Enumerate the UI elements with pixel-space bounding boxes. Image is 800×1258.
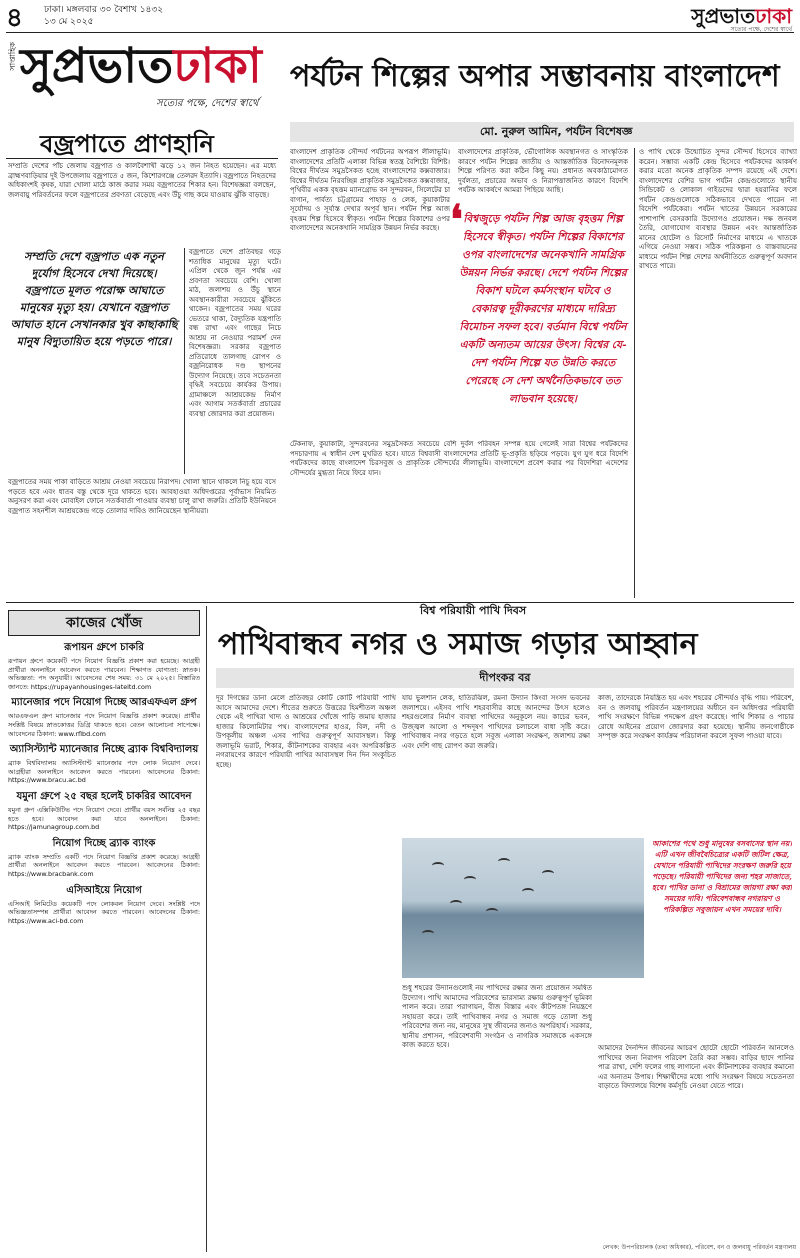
job-title: ম্যানেজার পদে নিয়োগ দিচ্ছে আরএফএল গ্রুপ bbox=[11, 697, 197, 709]
masthead bbox=[6, 38, 276, 118]
page-number: ৪ bbox=[6, 3, 23, 33]
job-title: রূপায়ন গ্রুপে চাকরি bbox=[64, 642, 144, 653]
birds-headline: পাখিবান্ধব নগর ও সমাজ গড়ার আহ্বান bbox=[218, 627, 698, 662]
jobs-header: কাজের খোঁজ bbox=[8, 610, 200, 636]
bird-icon bbox=[450, 900, 462, 907]
section-divider bbox=[6, 602, 794, 603]
author-credit: লেখক: উপপরিচালক (তথ্য অধিকার), পরিবেশ, বন ও জলবায়ু পরিবর্তন মন্ত্রণালয় bbox=[602, 1244, 796, 1251]
birds-column4: আমাদের দৈনন্দিন জীবনের আচরণ ছোটো ছোটো পরিবর্তন আনলেও পাখিদের জন্য নিরাপদ পরিবেশ তৈরি করা সম্ভব। বাড়ির ছাদে পানির পাত্র রাখা, দেশি ফলের গাছ লাগানো এবং কীটনাশকের ব্যবহার কমানো এর অন্যতম উপায়। শিক্ষার্থীদের মধ্যে পাখি সংরক্ষণ বিষয়ে সচেতনতা বাড়াতে বিদ্যালয়ে বিশেষ কর্মসূচি নেওয়া যেতে পারে। bbox=[598, 1044, 794, 1090]
date-english: ১৩ মে ২০২৫ bbox=[44, 17, 94, 27]
job-item bbox=[8, 789, 200, 832]
bird-icon bbox=[432, 862, 444, 869]
job-body: আরএফএল গ্রুপ ম্যানেজার পদে নিয়োগ বিজ্ঞপ্তি প্রকাশ করেছে। প্রার্থীর সংশ্লিষ্ট বিষয়ে স্নাতকোত্তর ডিগ্রি থাকতে হবে। বেতন আলোচনা সাপেক্ষে। আবেদনের ঠিকানা: www.rflbd.com bbox=[8, 712, 200, 738]
job-body: যমুনা গ্রুপ এক্সিকিউটিভ পদে নিয়োগ দেবে। প্রার্থীর বয়স সর্বনিম্ন ২৫ বছর হতে হবে। আবেদন করা যাবে অনলাইনে। ঠিকানা: https://jamunagroup.com.bd bbox=[8, 805, 200, 832]
lightning-column2: বজ্রপাতে দেশে প্রতিবছর গড়ে শতাধিক মানুষের মৃত্যু ঘটে। এপ্রিল থেকে জুন পর্যন্ত এর প্রবণতা সবচেয়ে বেশি। খোলা মাঠ, জলাশয় ও উঁচু স্থানে অবস্থানকারীরা সবচেয়ে ঝুঁকিতে থাকেন। বজ্রপাতের সময় ঘরের ভেতরে থাকা, বৈদ্যুতিক যন্ত্রপাতি বন্ধ রাখা এবং গাছের নিচে আশ্রয় না নেওয়ার পরামর্শ দেন বিশেষজ্ঞরা। সরকার বজ্রপাত প্রতিরোধে তালগাছ রোপণ ও বজ্রনিরোধক দণ্ড স্থাপনের উদ্যোগ নিয়েছে। তবে সচেতনতা বৃদ্ধিই সবচেয়ে কার্যকর উপায়। গ্রামাঞ্চলে আশ্রয়কেন্দ্র নির্মাণ এবং আগাম সতর্কবার্তা প্রচারের ব্যবস্থা জোরদার করা প্রয়োজন। bbox=[184, 248, 281, 474]
mini-logo-red: ঢাকা bbox=[755, 4, 792, 28]
mini-tagline: সত্যের পক্ষে, দেশের স্বার্থে bbox=[730, 26, 792, 33]
masthead-weekly: সাপ্তাহিক bbox=[8, 42, 17, 71]
job-item bbox=[8, 640, 200, 691]
masthead-red: ঢাকা bbox=[173, 38, 262, 94]
dateline bbox=[44, 4, 163, 28]
job-item bbox=[8, 695, 200, 738]
mini-logo-black: সুপ্রভাত bbox=[691, 4, 756, 28]
masthead-black: সুপ্রভাত bbox=[20, 38, 174, 94]
lightning-rule bbox=[6, 158, 278, 159]
job-item bbox=[8, 836, 200, 879]
birds-column1: দূর দিগন্তের ডানা মেলে প্রতিবছর কোটি কোটি পরিযায়ী পাখি আসে আমাদের দেশে। শীতের শুরুতে উত্তরের হিমশীতল অঞ্চল থেকে এই পাখিরা খাদ্য ও আশ্রয়ের খোঁজে পাড়ি জমায় হাজার হাজার কিলোমিটার পথ। বাংলাদেশের হাওর, বিল, নদী ও উপকূলীয় অঞ্চল এসব পাখির গুরুত্বপূর্ণ আবাসস্থল। কিন্তু জলাভূমি ভরাট, শিকার, কীটনাশকের ব্যবহার এবং অপরিকল্পিত নগরায়ণের কারণে পরিযায়ী পাখির আবাসস্থল দিন দিন সংকুচিত হচ্ছে। bbox=[216, 694, 396, 769]
tourism-quote: বিশ্বজুড়ে পর্যটন শিল্প আজ বৃহত্তম শিল্প হিসেবে স্বীকৃত। পর্যটন শিল্পের বিকাশের ওপর বাংলাদেশের অনেকখানি সামগ্রিক উন্নয়ন নির্ভর করছে। দেশে পর্যটন শিল্পের বিকাশ ঘটলে কর্মসংস্থান ঘটবে ও বেকারত্ব দূরীকরণের মাধ্যমে দারিদ্র্য বিমোচন সফল হবে। বর্তমান বিশ্বে পর্যটন একটি অন্যতম আয়ের উৎস। বিশ্বের যে-দেশ পর্যটন শিল্পে যত উন্নতি করতে পেরেছে সে দেশ অর্থনৈতিকভাবে তত লাভবান হয়েছে। bbox=[459, 213, 627, 405]
date-bangla: ঢাকা। মঙ্গলবার ৩০ বৈশাখ ১৪৩২ bbox=[44, 5, 164, 15]
job-title: নিয়োগ দিচ্ছে ব্র্যাক ব্যাংক bbox=[52, 837, 156, 849]
birds-byline: দীপংকর বর bbox=[216, 668, 794, 688]
masthead-tagline: সত্যের পক্ষে, দেশের স্বার্থে bbox=[156, 98, 259, 109]
tourism-byline: মো. নুরুল আমিন, পর্যটন বিশেষজ্ঞ bbox=[480, 125, 633, 138]
tourism-column3: ও পাখি থেকে উন্মোচিত সুন্দর সৌন্দর্য হিসেবে ব্যাখ্যা করেন। সম্ভাব্য একটি কেন্দ্র হিসেবে পর্যটকদের আকর্ষণ করার মতো অনেক প্রাকৃতিক সম্পদ রয়েছে এই দেশে। বাংলাদেশের বেশির ভাগ পর্যটন কেন্দ্রগুলোতে স্থানীয় সিন্ডিকেট ও লোকাল গাইডদের দ্বারা হয়রানির ফলে পর্যটন কেন্দ্রগুলোকে সঠিকভাবে দেখতে পারেন না বিদেশি পর্যটকেরা। পর্যটন খাতের উন্নয়নে সরকারের পাশাপাশি বেসরকারি উদ্যোগও প্রয়োজন। দক্ষ জনবল তৈরি, যোগাযোগ ব্যবস্থার উন্নয়ন এবং আন্তর্জাতিক মানের হোটেল ও রিসোর্ট নির্মাণের মাধ্যমে এ খাতকে এগিয়ে নেওয়া সম্ভব। সঠিক পরিকল্পনা ও বাস্তবায়নের মাধ্যমে পর্যটন শিল্প দেশের অর্থনীতিতে গুরুত্বপূর্ণ অবদান রাখতে পারে। bbox=[634, 148, 797, 598]
birds-photo bbox=[402, 838, 644, 978]
bird-icon bbox=[542, 870, 554, 877]
job-item bbox=[8, 742, 200, 785]
tourism-byline-bar bbox=[290, 122, 794, 142]
lightning-headline: বজ্রপাতে প্রাণহানি bbox=[40, 130, 214, 158]
job-title: এসিআইয়ে নিয়োগ bbox=[66, 884, 142, 896]
job-body: ব্র্যাক ব্যাংক সম্প্রতি একটি পদে নিয়োগ বিজ্ঞপ্তি প্রকাশ করেছে। আগ্রহী প্রার্থীরা অনলাইনে আবেদন করতে পারবেন। আবেদনের ঠিকানা: https://www.bracbank.com bbox=[8, 852, 200, 878]
birds-column3: কাজ, তাদেরকে নিয়ন্ত্রিত হয় এবং শহরের সৌন্দর্যও বৃদ্ধি পায়। পরিবেশ, বন ও জলবায়ু পরিবর্তন মন্ত্রণালয়ের অধীনে বন অধিদপ্তর পরিযায়ী পাখি সংরক্ষণে বিভিন্ন পদক্ষেপ গ্রহণ করেছে। পাখি শিকার ও পাচার রোধে আইনের প্রয়োগ জোরদার করা হয়েছে। স্থানীয় জনগোষ্ঠীকে সম্পৃক্ত করে সংরক্ষণ কার্যক্রম পরিচালনা করলে সুফল পাওয়া যাবে। bbox=[598, 694, 794, 740]
lightning-intro: সম্প্রতি দেশের পাঁচ জেলায় বজ্রপাত ও কালবৈশাখী ঝড়ে ১২ জন নিহত হয়েছেন। এর মধ্যে ব্রাহ্মণবাড়িয়ার দুই উপজেলায় বজ্রপাতে ৫ জন, কিশোরগঞ্জে তেলরদ ইত্যাদি। বজ্রপাতে নিহতদের অধিকাংশই কৃষক, যারা খোলা মাঠে কাজ করার সময় বজ্রপাতের শিকার হন। বিশেষজ্ঞরা বলছেন, জলবায়ু পরিবর্তনের ফলে বজ্রপাতের প্রবণতা বেড়েছে এবং উঁচু গাছ কমে যাওয়ায় ঝুঁকি বাড়ছে। bbox=[8, 162, 276, 199]
birds-lower: শুধু শহরের উদ্যানগুলোই নয় পাখিদের রক্ষার জন্য প্রয়োজন সমন্বিত উদ্যোগ। পাখি আমাদের পরিবেশের ভারসাম্য রক্ষায় গুরুত্বপূর্ণ ভূমিকা পালন করে। তারা পরাগায়ন, বীজ বিস্তার এবং কীটপতঙ্গ নিয়ন্ত্রণে সহায়তা করে। তাই পাখিবান্ধব নগর ও সমাজ গড়ে তোলা শুধু পরিবেশের জন্য নয়, মানুষের সুস্থ জীবনের জন্যও অপরিহার্য। সরকার, স্থানীয় প্রশাসন, পরিবেশবাদী সংগঠন ও নাগরিক সমাজকে একসঙ্গে কাজ করতে হবে। bbox=[402, 984, 592, 1049]
masthead-logo bbox=[20, 38, 262, 94]
jobs-list bbox=[8, 640, 200, 1240]
bird-icon bbox=[522, 888, 534, 895]
column-divider bbox=[206, 606, 207, 1252]
lightning-bottom: বজ্রপাতের সময় পাকা বাড়িতে আশ্রয় নেওয়া সবচেয়ে নিরাপদ। খোলা স্থানে থাকলে নিচু হয়ে বসে পড়তে হবে এবং ধাতব বস্তু থেকে দূরে থাকতে হবে। আবহাওয়া অধিদপ্তরের পূর্বাভাস নিয়মিত অনুসরণ করা এবং মোবাইল ফোনে সতর্কবার্তা পাওয়ার ব্যবস্থা চালু রাখা জরুরি। প্রতিটি ইউনিয়নে বজ্রপাত সহনশীল আশ্রয়কেন্দ্র গড়ে তোলার দাবিও জানিয়েছেন স্থানীয়রা। bbox=[8, 478, 276, 515]
top-rule bbox=[6, 32, 794, 33]
birds-kicker: বিশ্ব পরিযায়ী পাখি দিবস bbox=[420, 604, 527, 617]
bird-icon bbox=[486, 908, 498, 915]
quote-mark-icon: ❛ bbox=[450, 196, 463, 243]
job-title: যমুনা গ্রুপে ২৫ বছর হলেই চাকরির আবেদন bbox=[16, 790, 192, 802]
job-body: রূপায়ন গ্রুপে কয়েকটি পদে নিয়োগ বিজ্ঞপ্তি প্রকাশ করা হয়েছে। আগ্রহী প্রার্থীরা অনলাইনে আবেদন করতে পারবেন। শিক্ষাগত যোগ্যতা: স্নাতক। অভিজ্ঞতা: পদ অনুযায়ী। আবেদনের শেষ সময়: ৩১ মে ২০২৫। বিস্তারিত জানতে: https://rupayanhousinges-lateltd.com bbox=[8, 657, 200, 691]
tourism-headline: পর্যটন শিল্পের অপার সম্ভাবনায় বাংলাদেশ bbox=[290, 59, 780, 94]
photo-caption: আকাশের পথে শুধু মানুষের বসবাসের স্থান নয়। এটি এখন জীববৈচিত্র্যের একটি জটিল ক্ষেত্র, যেখানে পরিযায়ী পাখিদের সংরক্ষণ জরুরি হয়ে পড়েছে। পরিযায়ী পাখিদের জন্য শহর সাজাতে, হবে। পাখির ডানা ও বিশ্রামের জায়গা রক্ষা করা সময়ের দাবি। পরিবেশবান্ধব নগরায়ণ ও পরিকল্পিত সবুজায়ন এখন সময়ের দাবি। bbox=[652, 839, 792, 914]
bird-icon bbox=[464, 876, 476, 883]
job-body: ব্র্যাক বিশ্ববিদ্যালয় অ্যাসিস্ট্যান্ট ম্যানেজার পদে লোক নিয়োগ দেবে। আগ্রহীরা অনলাইনে আবেদন করতে পারবেন। আবেদনের ঠিকানা: https://www.bracu.ac.bd bbox=[8, 759, 200, 785]
job-item bbox=[8, 883, 200, 926]
tourism-lower: টেকনাফ, কুয়াকাটা, সুন্দরবনের সমুদ্রসৈকত সবচেয়ে বেশি দুর্বল পরিবহন সম্পন্ন হয়ে গেলেই সারা বিশ্বের পর্যটকদের পদচারণায় এ স্বাধীন দেশ মুখরিত হবে। যাতে বিশ্ববাসী বাংলাদেশের প্রতিটি ভূ-প্রকৃতি ছড়িয়ে পড়বে। যুগ যুগ ধরে বিদেশি পর্যটকদের কাছে বাংলাদেশ চিরসবুজ ও প্রাকৃতিক সৌন্দর্যের লীলাভূমি। বাংলাদেশে প্রবেশ করার পর বিদেশিরা এদেশের সৌন্দর্যের মুগ্ধতা নিয়ে ফিরে যান। bbox=[290, 440, 628, 477]
tourism-column2: বাংলাদেশের প্রাকৃতিক, ভৌগোলিক অবস্থানগত ও সাংস্কৃতিক কারণে পর্যটন শিল্পের জাতীয় ও আন্তর্জাতিক বিনোদনমূলক শিল্পে পরিণত করা কঠিন কিছু নয়। প্রধানত অবকাঠামোগত দুর্বলতা, প্রচারের অভাব ও নিরাপত্তাজনিত কারণে বিদেশি পর্যটক আকর্ষণে আমরা পিছিয়ে আছি। bbox=[458, 148, 628, 194]
tourism-column1: বাংলাদেশ প্রাকৃতিক সৌন্দর্য পর্যটনের অপরূপ লীলাভূমি। বাংলাদেশের প্রতিটি এলাকা বিভিন্ন স্বতন্ত্র বৈশিষ্ট্যে বিশিষ্ট। বিশ্বের দীর্ঘতম সমুদ্রসৈকত হচ্ছে বাংলাদেশের কক্সবাজার। বিশ্বের দীর্ঘতম নিরবচ্ছিন্ন প্রাকৃতিক সমুদ্রসৈকত কক্সবাজার, পৃথিবীর একক বৃহত্তম ম্যানগ্রোভ বন সুন্দরবন, সিলেটের চা বাগান, পার্বত্য চট্টগ্রামের পাহাড় ও লেক, কুয়াকাটার সূর্যোদয় ও সূর্যাস্ত দেখার অপূর্ব স্থান। পর্যটন শিল্প আজ বৃহত্তম শিল্প হিসেবে স্বীকৃত। পর্যটন শিল্পের বিকাশের ওপর বাংলাদেশের অনেকখানি সামগ্রিক উন্নয়ন নির্ভর করছে। bbox=[290, 148, 450, 232]
bird-icon bbox=[498, 858, 510, 865]
job-title: অ্যাসিস্ট্যান্ট ম্যানেজার নিচ্ছে ব্র্যাক বিশ্ববিদ্যালয় bbox=[9, 744, 199, 756]
lightning-quote: সম্প্রতি দেশে বজ্রপাত এক নতুন দুর্যোগ হিসেবে দেখা দিয়েছে। বজ্রপাতে মূলত পরোক্ষ আঘাতে মানুষের মৃত্যু হয়। যেখানে বজ্রপাত আঘাত হানে সেখানকার খুব কাছাকাছি মানুষ বিদ্যুতায়িত হয়ে পড়তে পারে। bbox=[10, 250, 178, 348]
bird-icon bbox=[422, 930, 434, 937]
job-body: এসিআই লিমিটেড কয়েকটি পদে লোকবল নিয়োগ দেবে। সংশ্লিষ্ট পদে অভিজ্ঞতাসম্পন্ন প্রার্থীরা আবেদন করতে পারবেন। আবেদনের ঠিকানা: https://www.aci-bd.com bbox=[8, 899, 200, 925]
birds-column2: যায় ভুলশান লেক, হাতিরঝিল, রমনা উদ্যান কিংবা সংসদ ভবনের জলাশয়ে। এইসব পাখি শহরবাসীর কাছে আনন্দের উৎস হলেও শহরগুলোর নির্মাণ ব্যবস্থা পাখিদের অনুকূলে নয়। কাচের ভবন, উজ্জ্বল আলো ও শব্দদূষণ পাখিদের চলাচলে বাধা সৃষ্টি করে। পাখিবান্ধব নগর গড়তে হলে সবুজ এলাকা সংরক্ষণ, জলাশয় রক্ষা এবং দেশি গাছ রোপণ করা জরুরি। bbox=[402, 694, 590, 750]
